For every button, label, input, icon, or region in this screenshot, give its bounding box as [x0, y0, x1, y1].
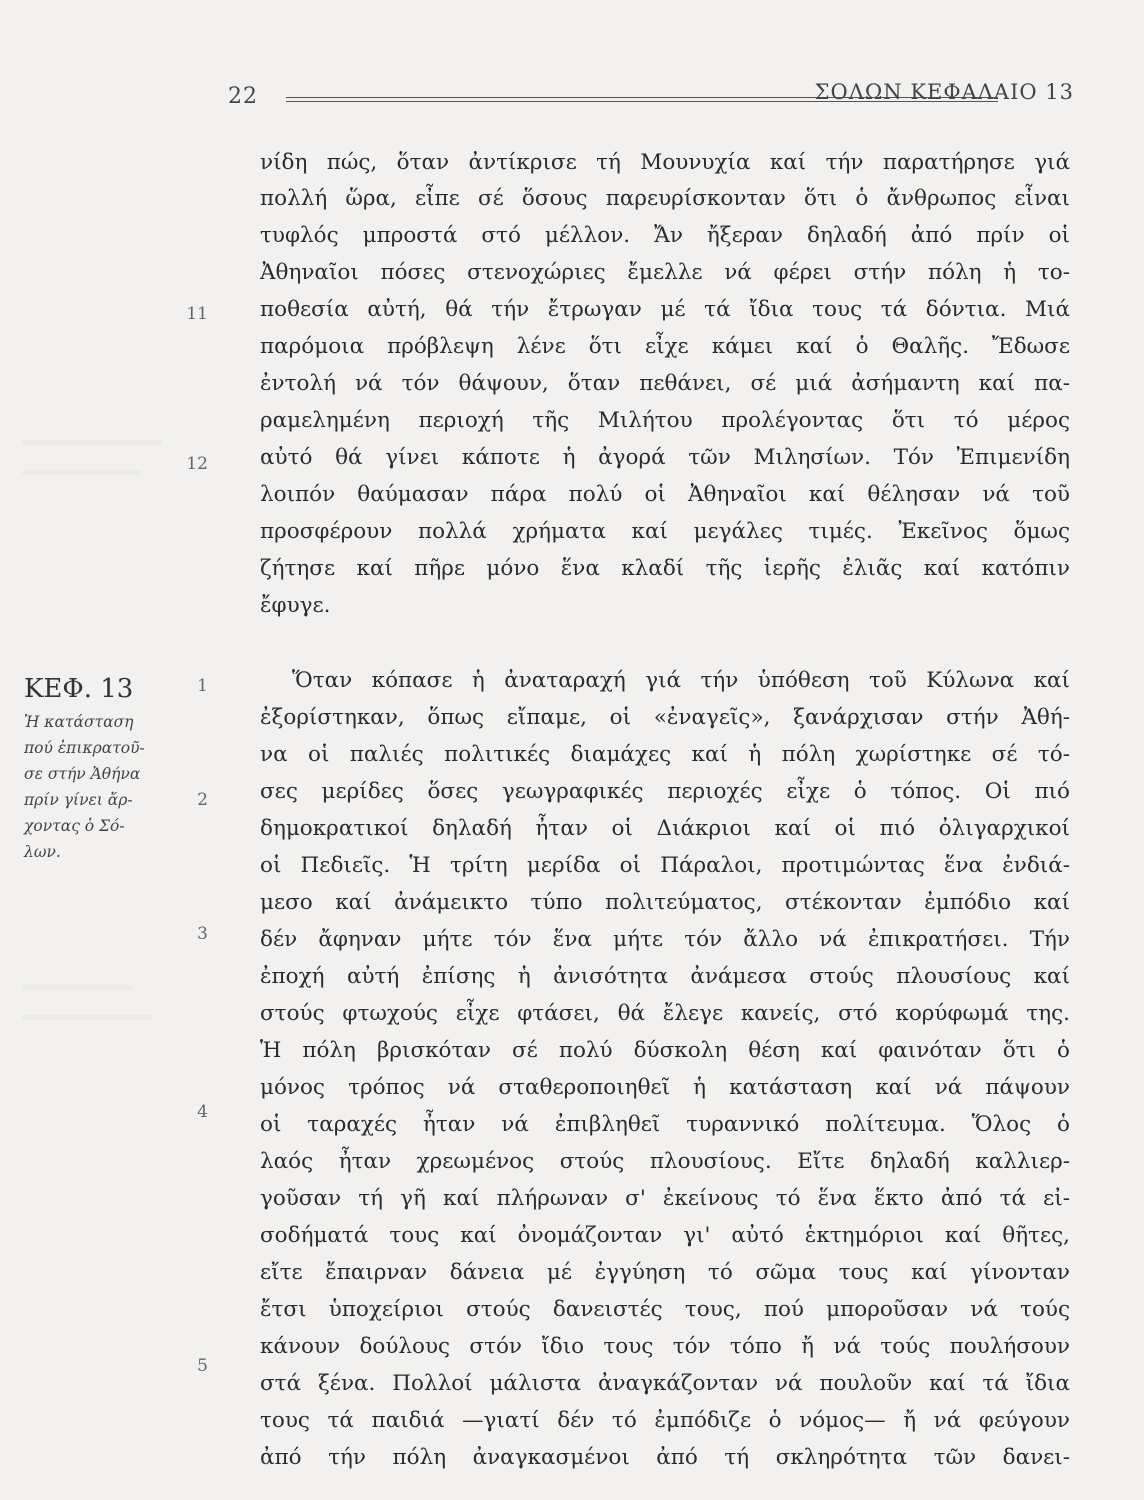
- margin-summary-line: Ἡ κατάσταση: [24, 713, 134, 731]
- text-line: μεσο καί ἀνάμεικτο τύπο πολιτεύματος, στέκονταν ἐμπόδιο καί: [260, 890, 1070, 915]
- text-line: στά ξένα. Πολλοί μάλιστα ἀναγκάζονταν νά πουλοῦν καί τά ἴδια: [260, 1371, 1070, 1396]
- text-line: παρόμοια πρόβλεψη λένε ὅτι εἶχε κάμει καί ὁ Θαλῆς. Ἔδωσε: [260, 334, 1070, 359]
- section-number: 3: [197, 924, 208, 944]
- chapter-label: ΚΕΦ. 13: [24, 674, 134, 704]
- bleed-through-mark: [22, 440, 162, 445]
- margin-summary-line: λων.: [24, 843, 61, 861]
- page-header: [228, 74, 1088, 114]
- text-line: αὐτό θά γίνει κάποτε ἡ ἀγορά τῶν Μιλησίων. Τόν Ἐπιμενίδη: [260, 445, 1070, 470]
- bleed-through-mark: [22, 1015, 152, 1020]
- text-line: νίδη πώς, ὅταν ἀντίκρισε τή Μουνυχία καί τήν παρατήρησε γιά: [260, 150, 1070, 175]
- section-number: 5: [197, 1356, 208, 1376]
- margin-summary-line: πού ἐπικρατοῦ-: [24, 739, 145, 757]
- text-line: δέν ἄφηναν μήτε τόν ἕνα μήτε τόν ἄλλο νά ἐπικρατήσει. Τήν: [260, 927, 1070, 952]
- text-line: μόνος τρόπος νά σταθεροποιηθεῖ ἡ κατάσταση καί νά πάψουν: [260, 1075, 1070, 1100]
- text-line: σες μερίδες ὅσες γεωγραφικές περιοχές εἶχε ὁ τόπος. Οἱ πιό: [260, 779, 1070, 804]
- text-line: Ἡ πόλη βρισκόταν σέ πολύ δύσκολη θέση καί φαινόταν ὅτι ὁ: [260, 1038, 1070, 1063]
- text-line: δημοκρατικοί δηλαδή ἦταν οἱ Διάκριοι καί οἱ πιό ὀλιγαρχικοί: [260, 816, 1070, 841]
- text-line: στούς φτωχούς εἶχε φτάσει, θά ἔλεγε κανείς, στό κορύφωμά της.: [260, 1001, 1070, 1026]
- text-line: ἔτσι ὑποχείριοι στούς δανειστές τους, πού μποροῦσαν νά τούς: [260, 1297, 1070, 1322]
- text-line: ἐξορίστηκαν, ὅπως εἴπαμε, οἱ «ἐναγεῖς», ξανάρχισαν στήν Ἀθή-: [260, 705, 1070, 730]
- text-line: ποθεσία αὐτή, θά τήν ἔτρωγαν μέ τά ἴδια τους τά δόντια. Μιά: [260, 297, 1070, 322]
- margin-summary-line: πρίν γίνει ἄρ-: [24, 791, 133, 809]
- page-number: 22: [228, 84, 258, 109]
- text-line: ἐποχή αὐτή ἐπίσης ἡ ἀνισότητα ἀνάμεσα στούς πλουσίους καί: [260, 964, 1070, 989]
- text-line: πολλή ὥρα, εἶπε σέ ὅσους παρευρίσκονταν ὅτι ὁ ἄνθρωπος εἶναι: [260, 186, 1070, 211]
- text-line: τυφλός μπροστά στό μέλλον. Ἄν ἤξεραν δηλαδή ἀπό πρίν οἱ: [260, 223, 1070, 248]
- text-line: λοιπόν θαύμασαν πάρα πολύ οἱ Ἀθηναῖοι καί θέλησαν νά τοῦ: [260, 482, 1070, 507]
- bleed-through-mark: [22, 470, 142, 475]
- text-line: Ὅταν κόπασε ἡ ἀναταραχή γιά τήν ὑπόθεση τοῦ Κύλωνα καί: [292, 668, 1070, 693]
- section-number: 2: [197, 790, 208, 810]
- section-number: 4: [197, 1102, 208, 1122]
- text-line: ζήτησε καί πῆρε μόνο ἕνα κλαδί τῆς ἱερῆς ἐλιᾶς καί κατόπιν: [260, 556, 1070, 581]
- text-line: σοδήματά τους καί ὀνομάζονταν γι' αὐτό ἑκτημόριοι καί θῆτες,: [260, 1223, 1070, 1248]
- text-line: ραμελημένη περιοχή τῆς Μιλήτου προλέγοντας ὅτι τό μέρος: [260, 408, 1070, 433]
- margin-summary-line: χοντας ὁ Σό-: [24, 817, 125, 835]
- text-line: προσφέρουν πολλά χρήματα καί μεγάλες τιμές. Ἐκεῖνος ὅμως: [260, 519, 1070, 544]
- text-line: γοῦσαν τή γῆ καί πλήρωναν σ' ἐκείνους τό ἕνα ἕκτο ἀπό τά εἰ-: [260, 1186, 1070, 1211]
- section-number: 12: [186, 454, 208, 474]
- text-line: ἐντολή νά τόν θάψουν, ὅταν πεθάνει, σέ μιά ἀσήμαντη καί πα-: [260, 371, 1070, 396]
- margin-summary-line: σε στήν Ἀθήνα: [24, 765, 141, 783]
- text-line: να οἱ παλιές πολιτικές διαμάχες καί ἡ πόλη χωρίστηκε σέ τό-: [260, 742, 1070, 767]
- text-line: Ἀθηναῖοι πόσες στενοχώριες ἔμελλε νά φέρει στήν πόλη ἡ το-: [260, 260, 1070, 285]
- bleed-through-mark: [22, 985, 132, 990]
- text-line: ἀπό τήν πόλη ἀναγκασμένοι ἀπό τή σκληρότητα τῶν δανει-: [260, 1445, 1070, 1470]
- text-line: οἱ ταραχές ἦταν νά ἐπιβληθεῖ τυραννικό πολίτευμα. Ὅλος ὁ: [260, 1112, 1070, 1137]
- section-number: 11: [186, 304, 208, 324]
- text-line: οἱ Πεδιεῖς. Ἡ τρίτη μερίδα οἱ Πάραλοι, προτιμώντας ἕνα ἐνδιά-: [260, 853, 1070, 878]
- section-number: 1: [197, 676, 208, 696]
- text-line: τους τά παιδιά —γιατί δέν τό ἐμπόδιζε ὁ νόμος— ἤ νά φεύγουν: [260, 1408, 1070, 1433]
- text-line: λαός ἦταν χρεωμένος στούς πλουσίους. Εἴτε δηλαδή καλλιερ-: [260, 1149, 1070, 1174]
- running-title: ΣΟΛΩΝ ΚΕΦΑΛΑΙΟ 13: [814, 80, 1074, 104]
- text-line: κάνουν δούλους στόν ἴδιο τους τόν τόπο ἤ νά τούς πουλήσουν: [260, 1334, 1070, 1359]
- text-line: εἴτε ἔπαιρναν δάνεια μέ ἐγγύηση τό σῶμα τους καί γίνονταν: [260, 1260, 1070, 1285]
- text-line: ἔφυγε.: [260, 593, 331, 618]
